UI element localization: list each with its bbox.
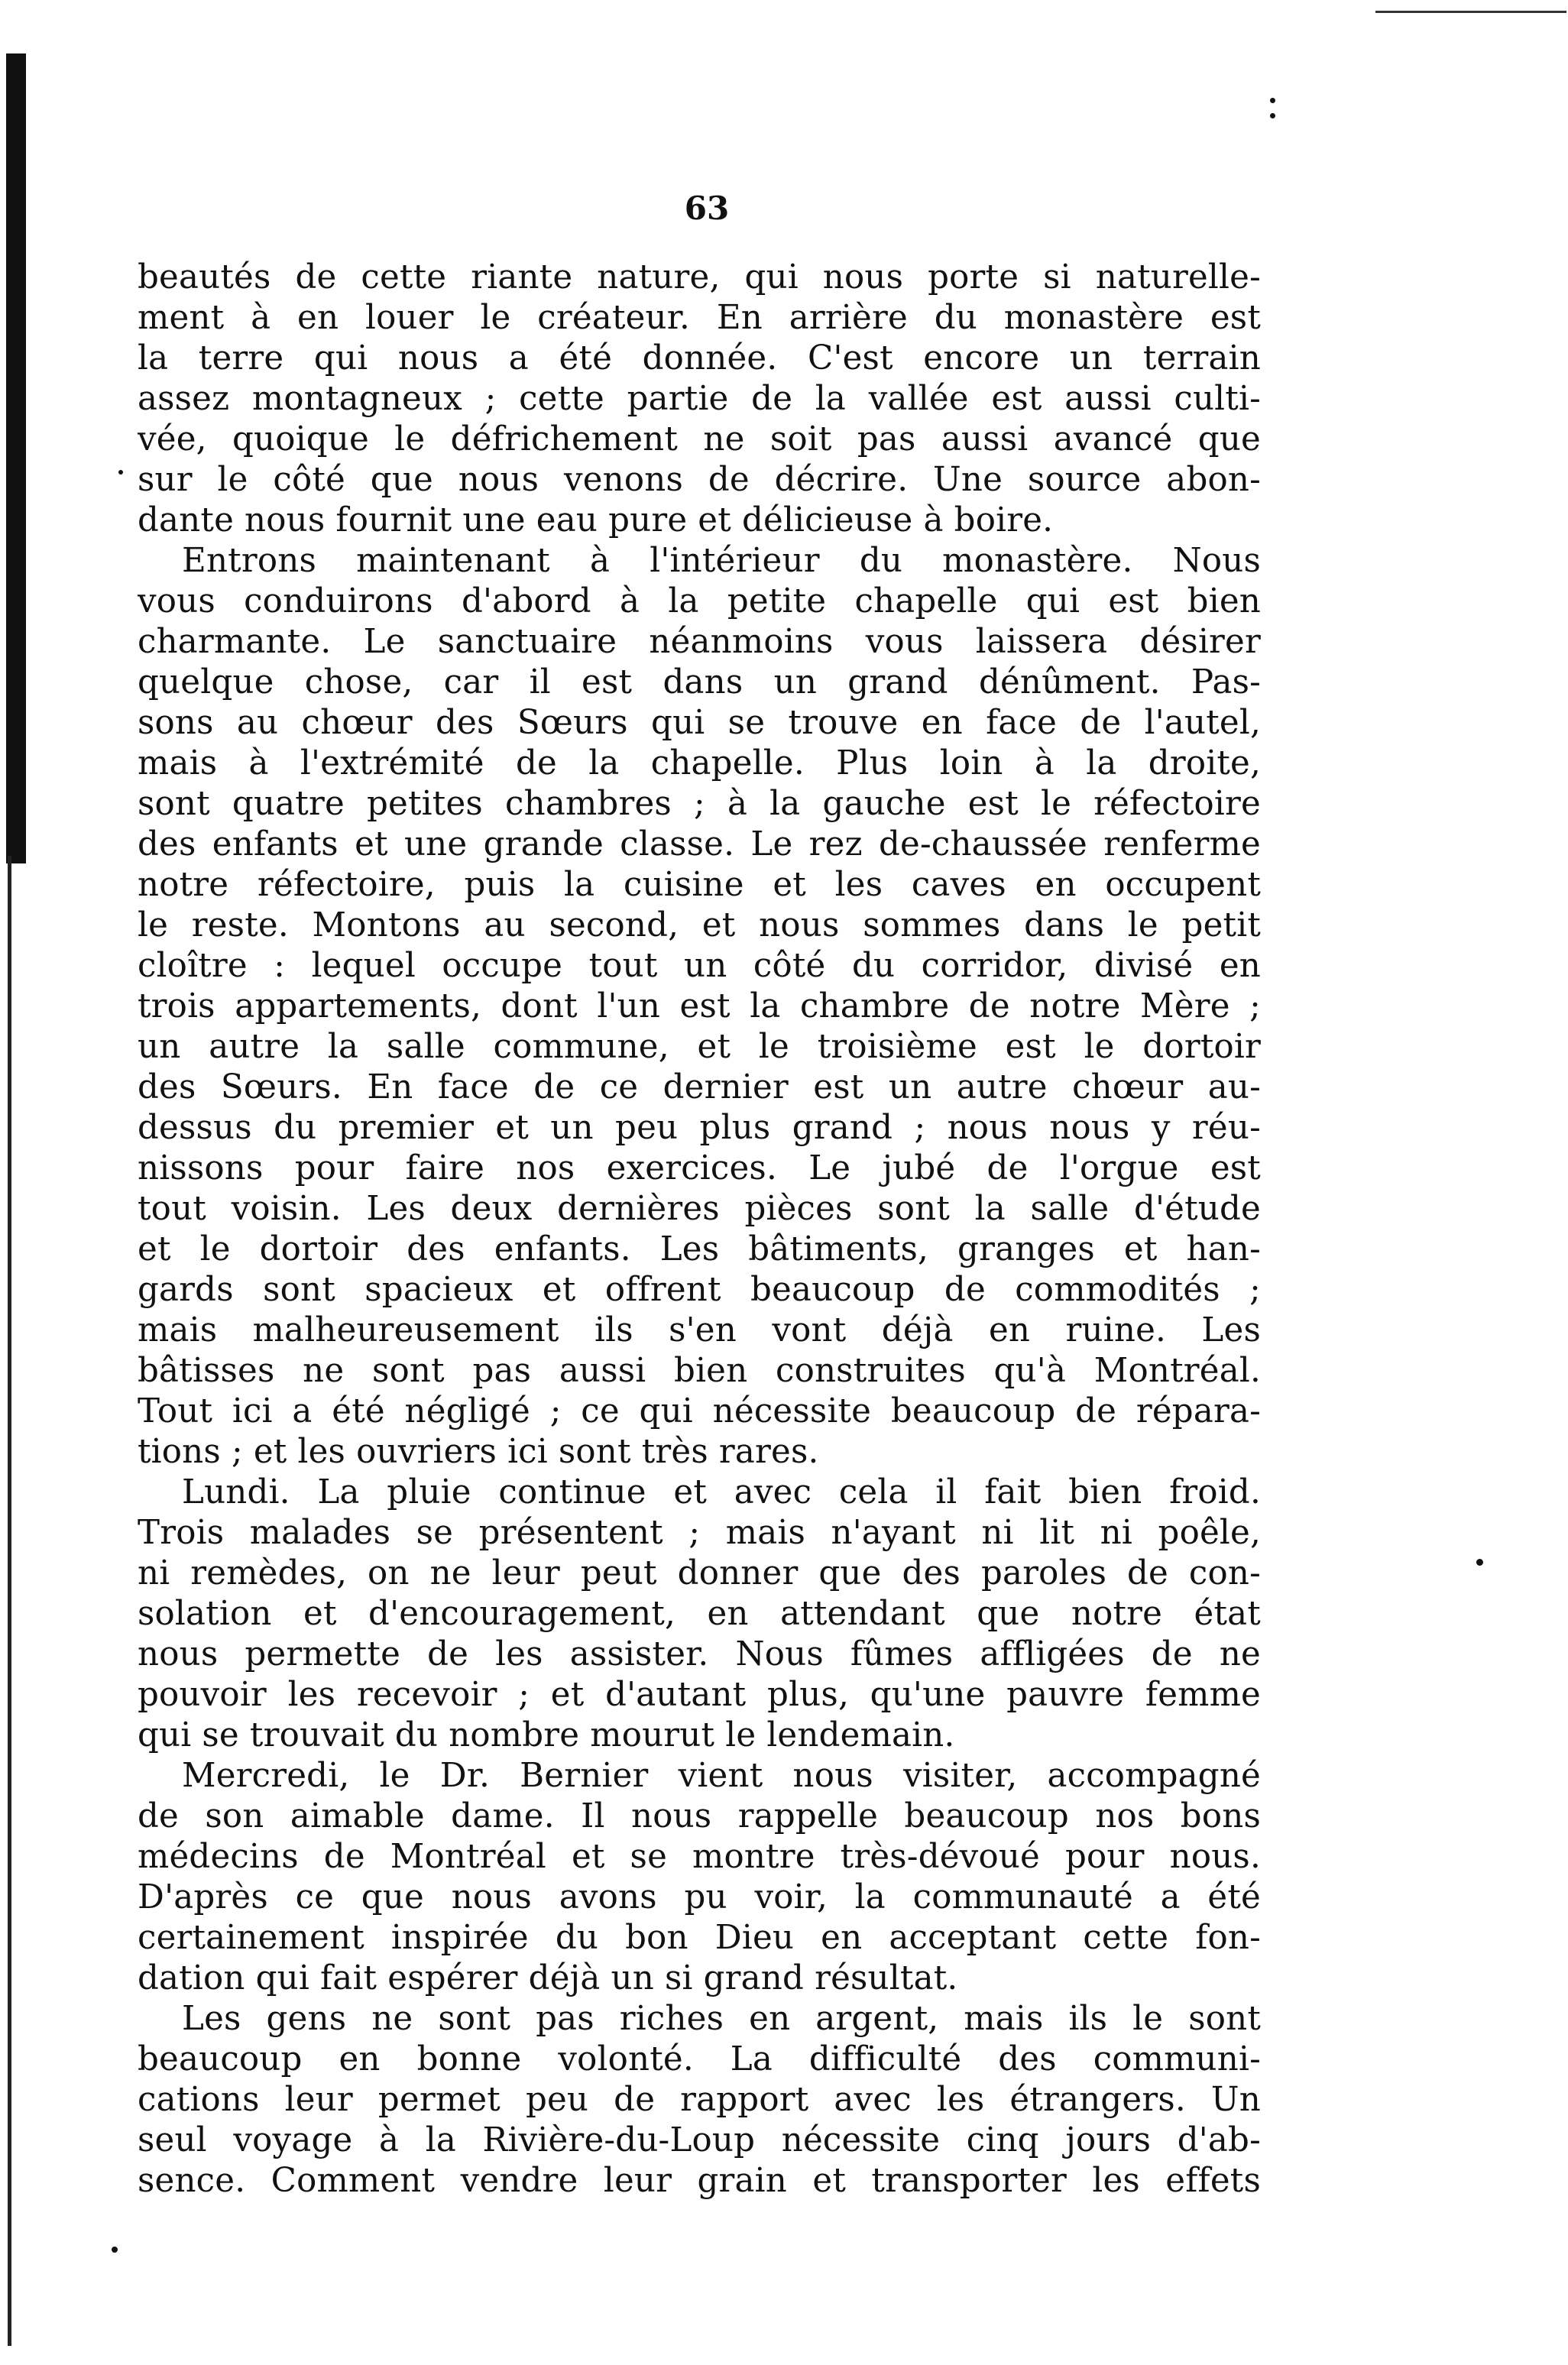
text-line: des enfants et une grande classe. Le rez de-chaussée renferme — [138, 825, 1261, 863]
ink-speck — [112, 2247, 118, 2253]
text-line: trois appartements, dont l'un est la chambre de notre Mère ; — [138, 987, 1261, 1025]
top-edge-rule — [1375, 11, 1566, 13]
text-line: cations leur permet peu de rapport avec les étrangers. Un — [138, 2081, 1261, 2119]
text-line: solation et d'encouragement, en attendant que notre état — [138, 1595, 1261, 1633]
text-line: médecins de Montréal et se montre très-dévoué pour nous. — [138, 1838, 1261, 1876]
text-line: tout voisin. Les deux dernières pièces sont la salle d'étude — [138, 1190, 1261, 1228]
text-line: qui se trouvait du nombre mourut le lendemain. — [138, 1716, 955, 1754]
text-line: sence. Comment vendre leur grain et transporter les effets — [138, 2162, 1261, 2200]
page-number: 63 — [684, 190, 730, 227]
binding-edge-shadow — [6, 53, 26, 863]
text-line: sur le côté que nous venons de décrire. Une source abon- — [138, 461, 1261, 499]
text-line: Entrons maintenant à l'intérieur du monastère. Nous — [182, 542, 1261, 580]
text-line: beautés de cette riante nature, qui nous porte si naturelle- — [138, 258, 1261, 296]
text-line: Tout ici a été négligé ; ce qui nécessite beaucoup de répara- — [138, 1392, 1261, 1430]
text-line: mais à l'extrémité de la chapelle. Plus loin à la droite, — [138, 744, 1261, 782]
text-line: ni remèdes, on ne leur peut donner que des paroles de con- — [138, 1554, 1261, 1592]
text-line: bâtisses ne sont pas aussi bien construites qu'à Montréal. — [138, 1352, 1261, 1390]
text-line: mais malheureusement ils s'en vont déjà en ruine. Les — [138, 1311, 1261, 1349]
text-line: Lundi. La pluie continue et avec cela il fait bien froid. — [182, 1473, 1261, 1511]
text-line: vous conduirons d'abord à la petite chapelle qui est bien — [138, 582, 1261, 620]
body-text — [138, 258, 1261, 2201]
text-line: ment à en louer le créateur. En arrière du monastère est — [138, 299, 1261, 337]
text-line: assez montagneux ; cette partie de la vallée est aussi culti- — [138, 380, 1261, 418]
text-line: Les gens ne sont pas riches en argent, mais ils le sont — [182, 2000, 1261, 2038]
text-line: un autre la salle commune, et le troisième est le dortoir — [138, 1028, 1261, 1066]
text-line: dessus du premier et un peu plus grand ; nous nous y réu- — [138, 1109, 1261, 1147]
text-line: nous permette de les assister. Nous fûmes affligées de ne — [138, 1635, 1261, 1673]
text-line: tions ; et les ouvriers ici sont très rares. — [138, 1433, 819, 1471]
text-line: Trois malades se présentent ; mais n'ayant ni lit ni poêle, — [138, 1514, 1261, 1552]
text-line: nissons pour faire nos exercices. Le jubé de l'orgue est — [138, 1149, 1261, 1187]
text-line: beaucoup en bonne volonté. La difficulté des communi- — [138, 2040, 1261, 2078]
ink-speck — [1270, 98, 1275, 103]
text-line: et le dortoir des enfants. Les bâtiments, granges et han- — [138, 1230, 1261, 1268]
text-line: des Sœurs. En face de ce dernier est un autre chœur au- — [138, 1068, 1261, 1106]
text-line: sons au chœur des Sœurs qui se trouve en face de l'autel, — [138, 704, 1261, 742]
text-line: quelque chose, car il est dans un grand dénûment. Pas- — [138, 663, 1261, 701]
text-line: charmante. Le sanctuaire néanmoins vous laissera désirer — [138, 623, 1261, 661]
text-line: gards sont spacieux et offrent beaucoup de commodités ; — [138, 1271, 1261, 1309]
text-line: vée, quoique le défrichement ne soit pas aussi avancé que — [138, 420, 1261, 458]
text-line: de son aimable dame. Il nous rappelle beaucoup nos bons — [138, 1797, 1261, 1835]
text-line: la terre qui nous a été donnée. C'est encore un terrain — [138, 339, 1261, 377]
text-line: le reste. Montons au second, et nous sommes dans le petit — [138, 906, 1261, 944]
ink-speck — [1270, 113, 1275, 118]
text-line: pouvoir les recevoir ; et d'autant plus, qu'une pauvre femme — [138, 1676, 1261, 1714]
text-line: Mercredi, le Dr. Bernier vient nous visiter, accompagné — [182, 1757, 1261, 1795]
text-line: dante nous fournit une eau pure et délicieuse à boire. — [138, 501, 1054, 539]
ink-speck — [118, 470, 123, 475]
text-line: sont quatre petites chambres ; à la gauche est le réfectoire — [138, 785, 1261, 823]
text-line: certainement inspirée du bon Dieu en acceptant cette fon- — [138, 1919, 1261, 1957]
ink-speck — [1476, 1559, 1483, 1566]
text-line: dation qui fait espérer déjà un si grand résultat. — [138, 1959, 958, 1997]
binding-edge-line — [8, 856, 11, 2346]
text-line: cloître : lequel occupe tout un côté du corridor, divisé en — [138, 947, 1261, 985]
text-line: seul voyage à la Rivière-du-Loup nécessite cinq jours d'ab- — [138, 2121, 1261, 2159]
text-line: D'après ce que nous avons pu voir, la communauté a été — [138, 1878, 1261, 1916]
text-line: notre réfectoire, puis la cuisine et les caves en occupent — [138, 866, 1261, 904]
